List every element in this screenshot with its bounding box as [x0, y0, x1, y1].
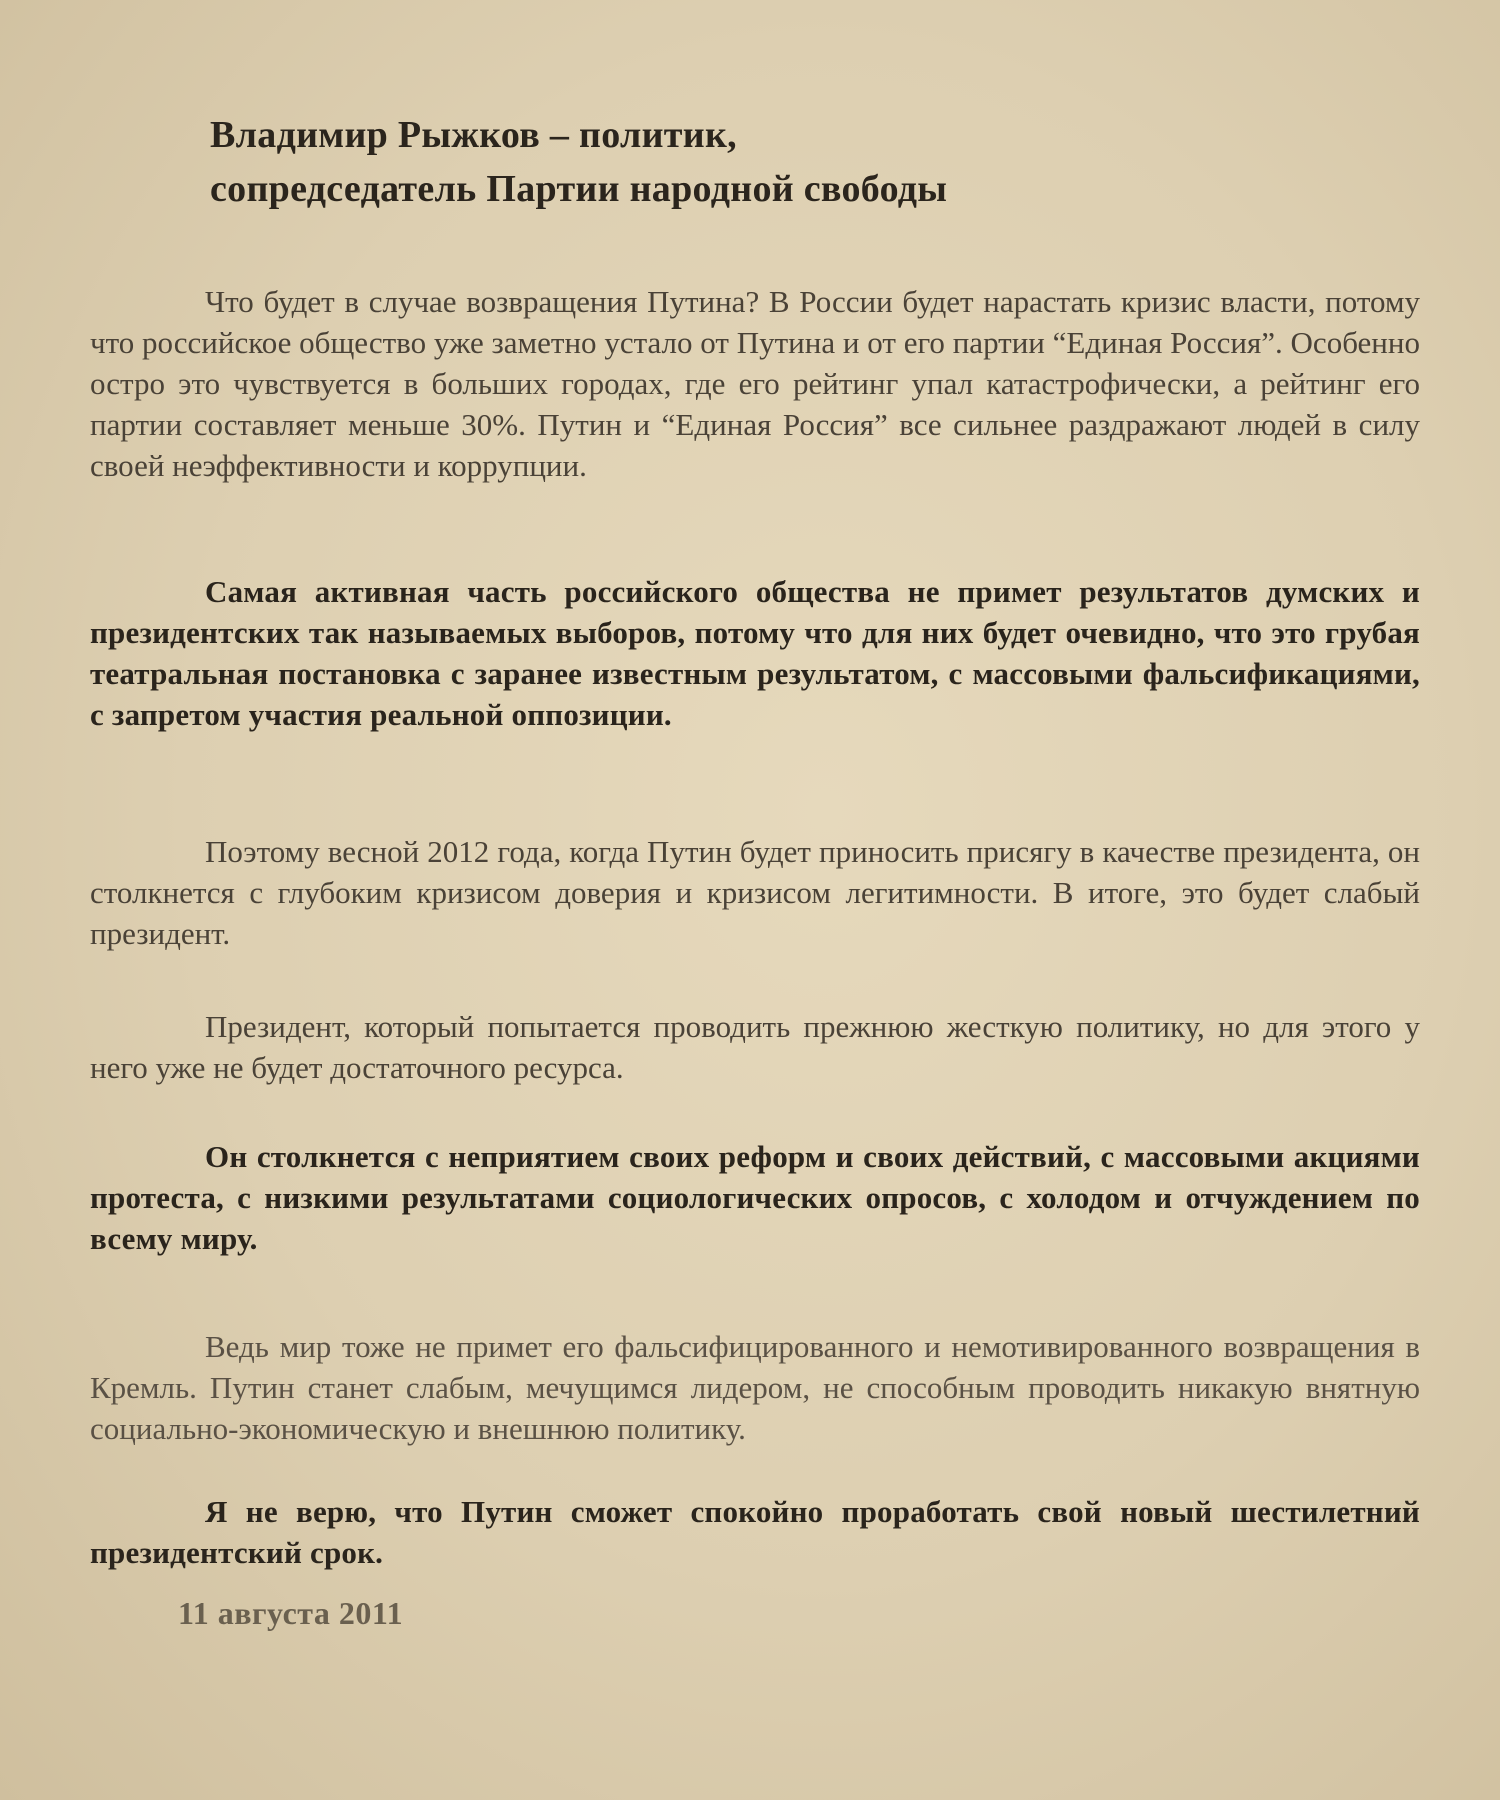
paragraph-2: Самая активная часть российского общества не примет результатов думских и президентских так называемых выборов, потому что для них будет очевидно, что это грубая театральная постановка с заранее известным результатом, с массовыми фальсификациями, с запретом участия реальной оппозиции. [90, 574, 1420, 732]
heading-name-line: Владимир Рыжков – политик, [210, 114, 737, 156]
paragraph-6: Ведь мир тоже не примет его фальсифицированного и немотивированного возвращения в Кремль. Путин станет слабым, мечущимся лидером, не способным проводить никакую внятную социально-экономическую и внешнюю политику. [90, 1329, 1420, 1446]
paragraph-7: Я не верю, что Путин сможет спокойно проработать свой новый шестилетний президентский срок. [90, 1494, 1420, 1570]
paragraph-3: Поэтому весной 2012 года, когда Путин будет приносить присягу в качестве президента, он столкнется с глубоким кризисом доверия и кризисом легитимности. В итоге, это будет слабый президент. [90, 834, 1420, 951]
paragraph-4: Президент, который попытается проводить прежнюю жесткую политику, но для этого у него уже не будет достаточного ресурса. [90, 1009, 1420, 1085]
document-heading [210, 108, 1310, 216]
document-date: 11 августа 2011 [178, 1595, 404, 1631]
heading-title-line: сопредседатель Партии народной свободы [210, 168, 948, 210]
paragraph-5: Он столкнется с неприятием своих реформ и своих действий, с массовыми акциями протеста, с низкими результатами социологических опросов, с холодом и отчуждением по всему миру. [90, 1139, 1420, 1256]
paragraph-1: Что будет в случае возвращения Путина? В России будет нарастать кризис власти, потому что российское общество уже заметно устало от Путина и от его партии “Единая Россия”. Особенно остро это чувствуется в больших городах, где его рейтинг упал катастрофически, а рейтинг его партии составляет меньше 30%. Путин и “Единая Россия” все сильнее раздражают людей в силу своей неэффективности и коррупции. [90, 284, 1420, 483]
